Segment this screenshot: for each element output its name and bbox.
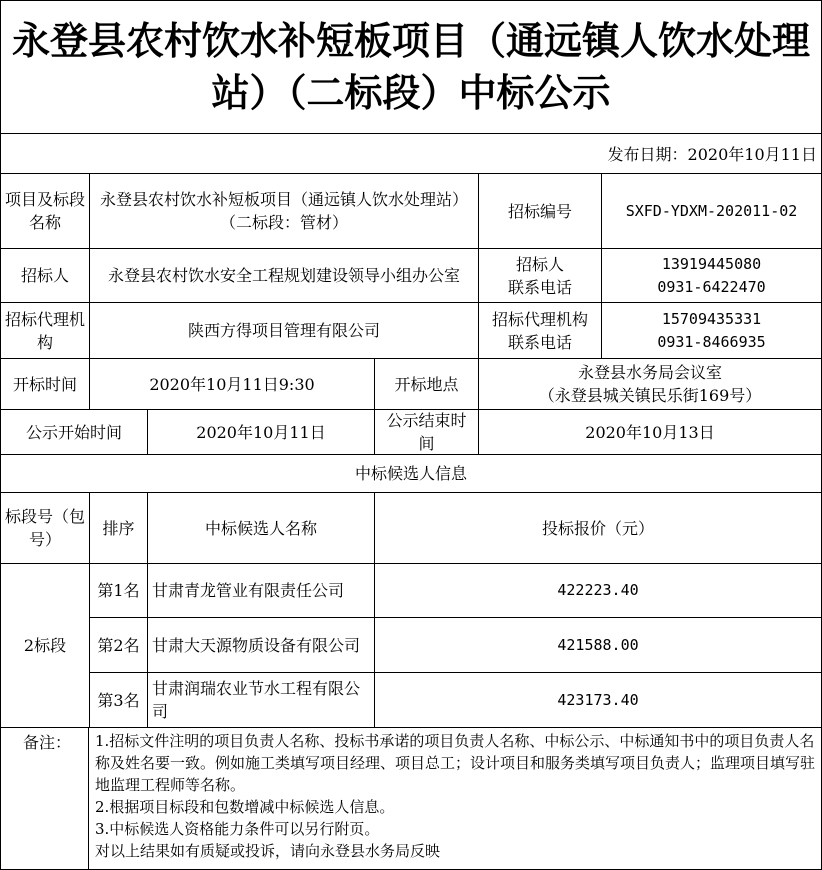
table-row-price: 423173.40 — [374, 672, 822, 728]
agency-phone-2: 0931-8466935 — [657, 332, 766, 351]
table-row-rank: 第1名 — [89, 563, 148, 618]
open-time-label: 开标时间 — [0, 358, 90, 410]
agency-phone-label-line1: 招标代理机构 — [491, 309, 588, 329]
pub-start-label: 公示开始时间 — [0, 409, 148, 455]
pub-start-value: 2020年10月11日 — [147, 409, 375, 455]
agency-phone-label — [478, 302, 602, 359]
note-line: 3.中标候选人资格能力条件可以另行附页。 — [95, 820, 380, 838]
note-line: 2.根据项目标段和包数增减中标候选人信息。 — [95, 798, 395, 816]
tenderer-value: 永登县农村饮水安全工程规划建设领导小组办公室 — [89, 248, 479, 303]
pub-end-value: 2020年10月13日 — [478, 409, 822, 455]
tenderer-label: 招标人 — [0, 248, 90, 303]
header-lot: 标段号（包号） — [0, 492, 90, 564]
table-row-rank: 第2名 — [89, 617, 148, 673]
agency-phone-label-line2: 联系电话 — [507, 332, 572, 352]
open-place-line1: 永登县水务局会议室 — [577, 363, 722, 382]
notes-body — [88, 727, 822, 870]
open-place-label: 开标地点 — [374, 358, 479, 410]
header-price: 投标报价（元） — [374, 492, 822, 564]
project-value: 永登县农村饮水补短板项目（通远镇人饮水处理站）（二标段：管材） — [89, 173, 479, 249]
tenderer-phone-label — [478, 248, 602, 303]
candidates-section-title: 中标候选人信息 — [0, 454, 822, 493]
tenderer-phone — [601, 248, 822, 303]
agency-phone-1: 15709435331 — [661, 309, 762, 328]
table-row-name: 甘肃润瑞农业节水工程有限公司 — [147, 672, 375, 728]
tenderer-phone-label-line2: 联系电话 — [507, 277, 572, 297]
tenderer-phone-label-line1: 招标人 — [515, 254, 564, 274]
publish-date: 发布日期：2020年10月11日 — [0, 134, 822, 174]
page-title: 永登县农村饮水补短板项目（通远镇人饮水处理站）（二标段）中标公示 — [0, 0, 822, 134]
open-place-line2: （永登县城关镇民乐街169号） — [538, 386, 762, 405]
tenderer-phone-1: 13919445080 — [661, 254, 762, 273]
lot-value: 2标段 — [0, 563, 90, 728]
table-row-name: 甘肃大天源物质设备有限公司 — [147, 617, 375, 673]
open-place — [478, 358, 822, 410]
header-rank: 排序 — [89, 492, 148, 564]
agency-value: 陕西方得项目管理有限公司 — [89, 302, 479, 359]
pub-end-label: 公示结束时间 — [374, 409, 479, 455]
agency-phone — [601, 302, 822, 359]
notes-label: 备注： — [0, 727, 89, 870]
table-row-price: 422223.40 — [374, 563, 822, 618]
tenderer-phone-2: 0931-6422470 — [657, 277, 766, 296]
table-row-rank: 第3名 — [89, 672, 148, 728]
note-line: 对以上结果如有质疑或投诉，请向永登县水务局反映 — [95, 842, 441, 860]
bid-no-label: 招标编号 — [478, 173, 602, 249]
note-line: 1.招标文件注明的项目负责人名称、投标书承诺的项目负责人名称、中标公示、中标通知书中的项目负责人名称及姓名要一致。例如施工类填写项目经理、项目总工；设计项目和服务类填写项目负责人；监理项目填写驻地监理工程师等名称。 — [95, 732, 816, 794]
open-time-value: 2020年10月11日9:30 — [89, 358, 375, 410]
bid-no-value: SXFD-YDXM-202011-02 — [601, 173, 822, 249]
table-row-price: 421588.00 — [374, 617, 822, 673]
agency-label: 招标代理机构 — [0, 302, 90, 359]
project-label: 项目及标段名称 — [0, 173, 90, 249]
header-name: 中标候选人名称 — [147, 492, 375, 564]
table-row-name: 甘肃青龙管业有限责任公司 — [147, 563, 375, 618]
